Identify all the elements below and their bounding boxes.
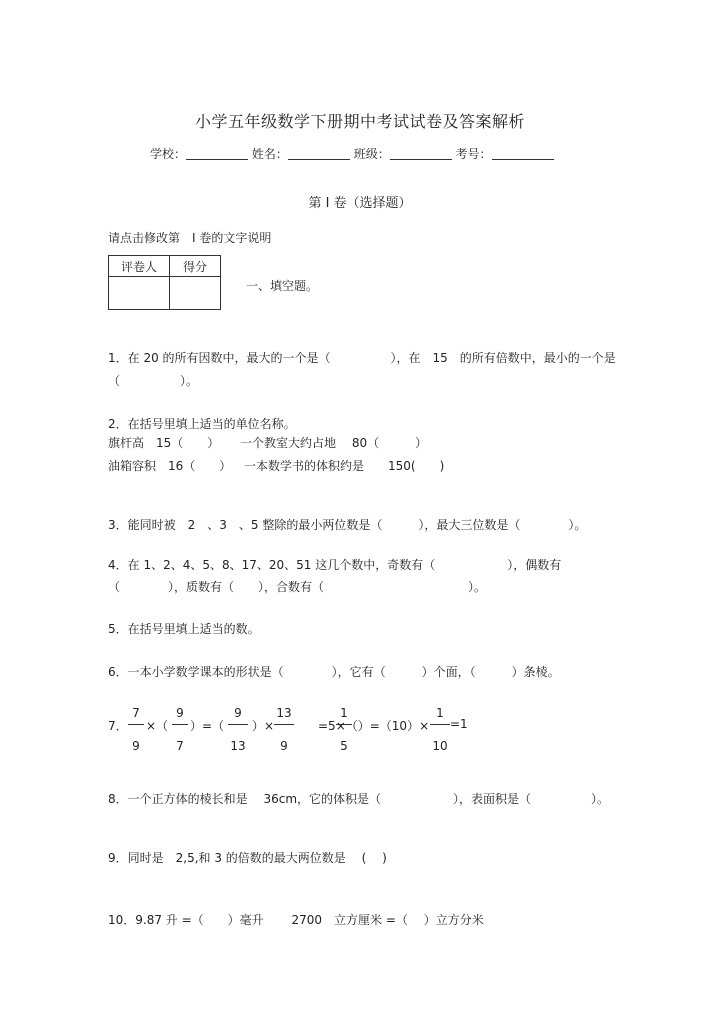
question-4-line-2: （ ），质数有（ ），合数有（ ）。 bbox=[108, 580, 487, 594]
question-9: 9．同时是 2,5,和 3 的倍数的最大两位数是 ( ) bbox=[108, 851, 387, 865]
question-1-line-1: 1．在 20 的所有因数中，最大的一个是（ ），在 15 的所有倍数中，最小的一个是 bbox=[108, 351, 616, 365]
fraction-4-denominator: 9 bbox=[280, 739, 288, 753]
question-7-times-1: ×（ bbox=[146, 719, 169, 733]
grader-table bbox=[108, 255, 221, 310]
name-label: 姓名： bbox=[251, 147, 288, 161]
question-5: 5．在括号里填上适当的数。 bbox=[108, 622, 260, 636]
fraction-6-bar bbox=[430, 724, 450, 725]
fraction-2-denominator: 7 bbox=[176, 739, 184, 753]
question-1-line-2: （ ）。 bbox=[108, 374, 199, 388]
class-blank[interactable] bbox=[390, 147, 452, 160]
grader-cell[interactable] bbox=[109, 277, 170, 310]
fraction-4-numerator: 13 bbox=[276, 706, 292, 720]
fraction-1-bar bbox=[128, 724, 144, 725]
fraction-6-denominator: 10 bbox=[432, 739, 448, 753]
school-label: 学校： bbox=[150, 147, 187, 161]
question-7-end: =1 bbox=[450, 717, 468, 731]
question-2-title: 2．在括号里填上适当的单位名称。 bbox=[108, 417, 296, 431]
fraction-3-numerator: 9 bbox=[234, 706, 242, 720]
fraction-1-numerator: 7 bbox=[132, 706, 140, 720]
fraction-1-denominator: 9 bbox=[132, 739, 140, 753]
fraction-4-bar bbox=[274, 724, 294, 725]
fraction-3-denominator: 13 bbox=[230, 739, 246, 753]
question-3: 3．能同时被 2 、3 、5 整除的最小两位数是（ ），最大三位数是（ ）。 bbox=[108, 518, 587, 532]
fraction-5-numerator: 1 bbox=[340, 706, 348, 720]
question-2-item-c: 油箱容积 16（ ） bbox=[108, 459, 232, 473]
part-title: 一、填空题。 bbox=[246, 279, 319, 293]
question-8: 8．一个正方体的棱长和是 36cm，它的体积是（ ），表面积是（ ）。 bbox=[108, 792, 610, 806]
question-7-times-2: ）× bbox=[252, 719, 275, 733]
question-6: 6．一本小学数学课本的形状是（ ），它有（ ）个面，（ ）条棱。 bbox=[108, 665, 560, 679]
fraction-3-bar bbox=[228, 724, 248, 725]
question-7-label: 7． bbox=[108, 719, 128, 733]
question-2-item-d: 一本数学书的体积约是 150( ) bbox=[244, 459, 445, 473]
exam-number-blank[interactable] bbox=[492, 147, 554, 160]
school-blank[interactable] bbox=[186, 147, 248, 160]
exam-number-label: 考号： bbox=[455, 147, 492, 161]
page-title: 小学五年级数学下册期中考试试卷及答案解析 bbox=[194, 112, 525, 131]
question-7-mid-2: =5×（）=（10）× bbox=[318, 719, 430, 733]
score-header: 得分 bbox=[170, 256, 221, 277]
name-blank[interactable] bbox=[288, 147, 350, 160]
question-2-item-b: 一个教室大约占地 80（ ） bbox=[240, 436, 428, 450]
fraction-5-denominator: 5 bbox=[340, 739, 348, 753]
score-cell[interactable] bbox=[170, 277, 221, 310]
grader-header: 评卷人 bbox=[109, 256, 170, 277]
question-10: 10．9.87 升 =（ ）毫升 2700 立方厘米 =（ ）立方分米 bbox=[108, 913, 484, 927]
section-title: 第 I 卷（选择题） bbox=[308, 196, 412, 211]
class-label: 班级： bbox=[353, 147, 390, 161]
fraction-2-numerator: 9 bbox=[176, 706, 184, 720]
question-4-line-1: 4．在 1、2、4、5、8、17、20、51 这几个数中，奇数有（ ），偶数有 bbox=[108, 558, 562, 572]
question-2-item-a: 旗杆高 15（ ） bbox=[108, 436, 220, 450]
fraction-2-bar bbox=[172, 724, 188, 725]
fraction-6-numerator: 1 bbox=[436, 706, 444, 720]
section-note: 请点击修改第 I 卷的文字说明 bbox=[108, 231, 272, 245]
question-7-mid-1: ）=（ bbox=[190, 719, 225, 733]
student-info-line bbox=[150, 145, 554, 162]
